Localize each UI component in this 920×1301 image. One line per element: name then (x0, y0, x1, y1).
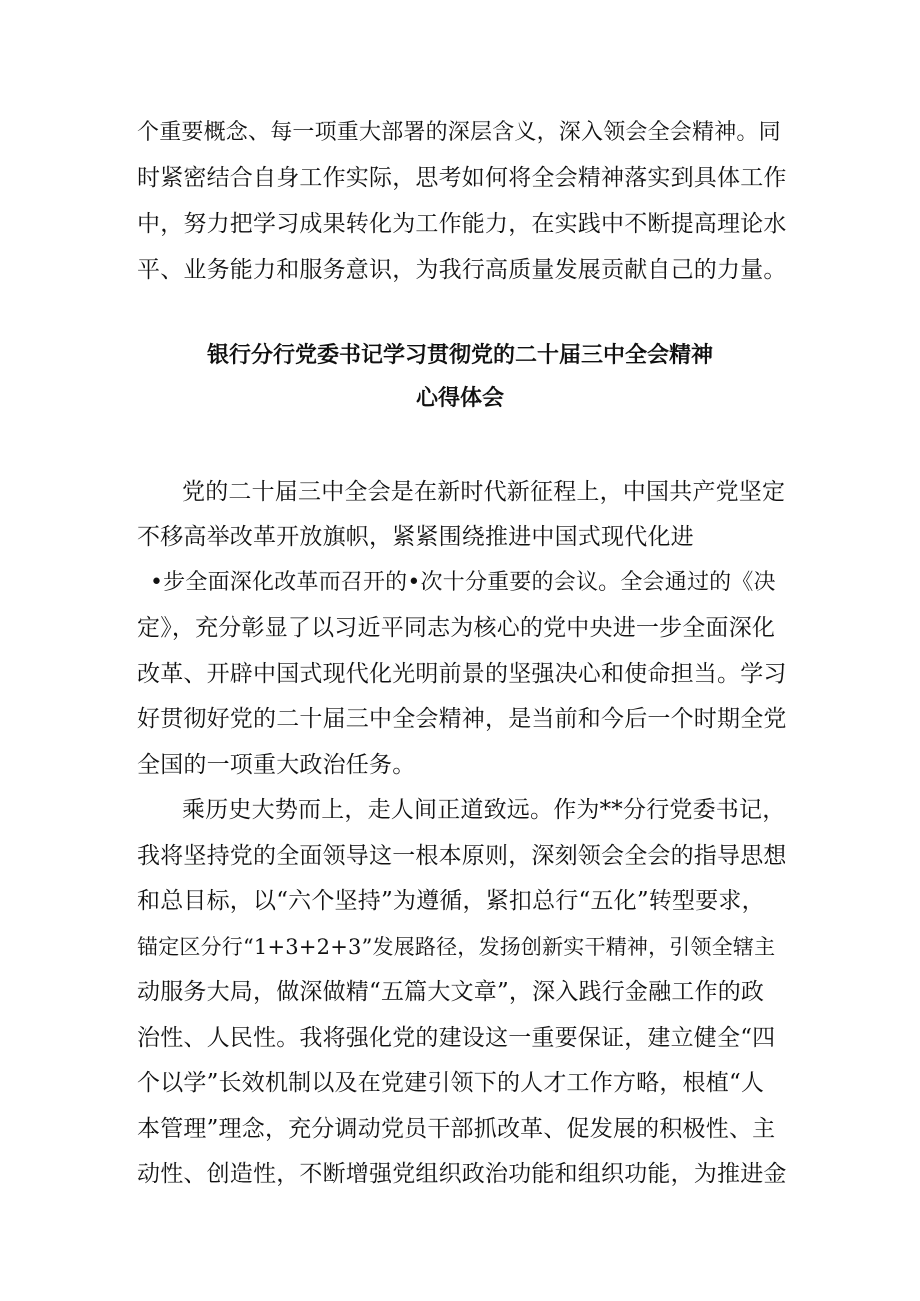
paragraph-2-line-8: 本管理”理念，充分调动党员干部抓改革、促发展的积极性、主 (137, 1116, 776, 1142)
paragraph-2-line-5: 动服务大局，做深做精“五篇大文章”，深入践行金融工作的政 (137, 979, 765, 1005)
intro-line-1: 个重要概念、每一项重大部署的深层含义，深入领会全会精神。同 (137, 120, 781, 145)
paragraph-2-line-1: 乘历史大势而上，走人间正道致远。作为**分行党委书记， (182, 797, 786, 823)
article-title-line-1: 银行分行党委书记学习贯彻党的二十届三中全会精神 (206, 343, 713, 368)
intro-line-2: 时紧密结合自身工作实际，思考如何将全会精神落实到具体工作 (137, 165, 787, 191)
paragraph-1-line-7: 全国的一项重大政治任务。 (137, 752, 416, 778)
paragraph-1-line-2: 不移高举改革开放旗帜，紧紧围绕推进中国式现代化进 (137, 524, 694, 550)
paragraph-1-line-5: 改革、开辟中国式现代化光明前景的坚强决心和使命担当。学习 (137, 661, 787, 687)
paragraph-2-line-3: 和总目标，以“六个坚持”为遵循，紧扣总行“五化”转型要求， (137, 888, 765, 914)
paragraph-2-line-9: 动性、创造性，不断增强党组织政治功能和组织功能，为推进金 (137, 1161, 787, 1187)
paragraph-2-line-4: 锚定区分行“1+3+2+3”发展路径，发扬创新实干精神，引领全辖主 (137, 935, 776, 959)
paragraph-2-line-2: 我将坚持党的全面领导这一根本原则，深刻领会全会的指导思想 (137, 843, 787, 869)
paragraph-1-line-6: 好贯彻好党的二十届三中全会精神，是当前和今后一个时期全党 (137, 706, 787, 732)
intro-line-4: 平、业务能力和服务意识，为我行高质量发展贡献自己的力量。 (137, 257, 787, 283)
intro-line-3: 中，努力把学习成果转化为工作能力，在实践中不断提高理论水 (137, 211, 787, 237)
article-title-line-2: 心得体会 (415, 386, 504, 411)
paragraph-2-line-6: 治性、人民性。我将强化党的建设这一重要保证，建立健全“四 (137, 1025, 776, 1051)
paragraph-1-line-4: 定》，充分彰显了以习近平同志为核心的党中央进一步全面深化 (137, 615, 776, 641)
paragraph-1-line-3: •步全面深化改革而召开的•次十分重要的会议。全会通过的《决 (150, 570, 776, 595)
paragraph-1-line-1: 党的二十届三中全会是在新时代新征程上，中国共产党坚定 (182, 479, 786, 505)
paragraph-2-line-7: 个以学”长效机制以及在党建引领下的人才工作方略，根植“人 (137, 1070, 765, 1096)
